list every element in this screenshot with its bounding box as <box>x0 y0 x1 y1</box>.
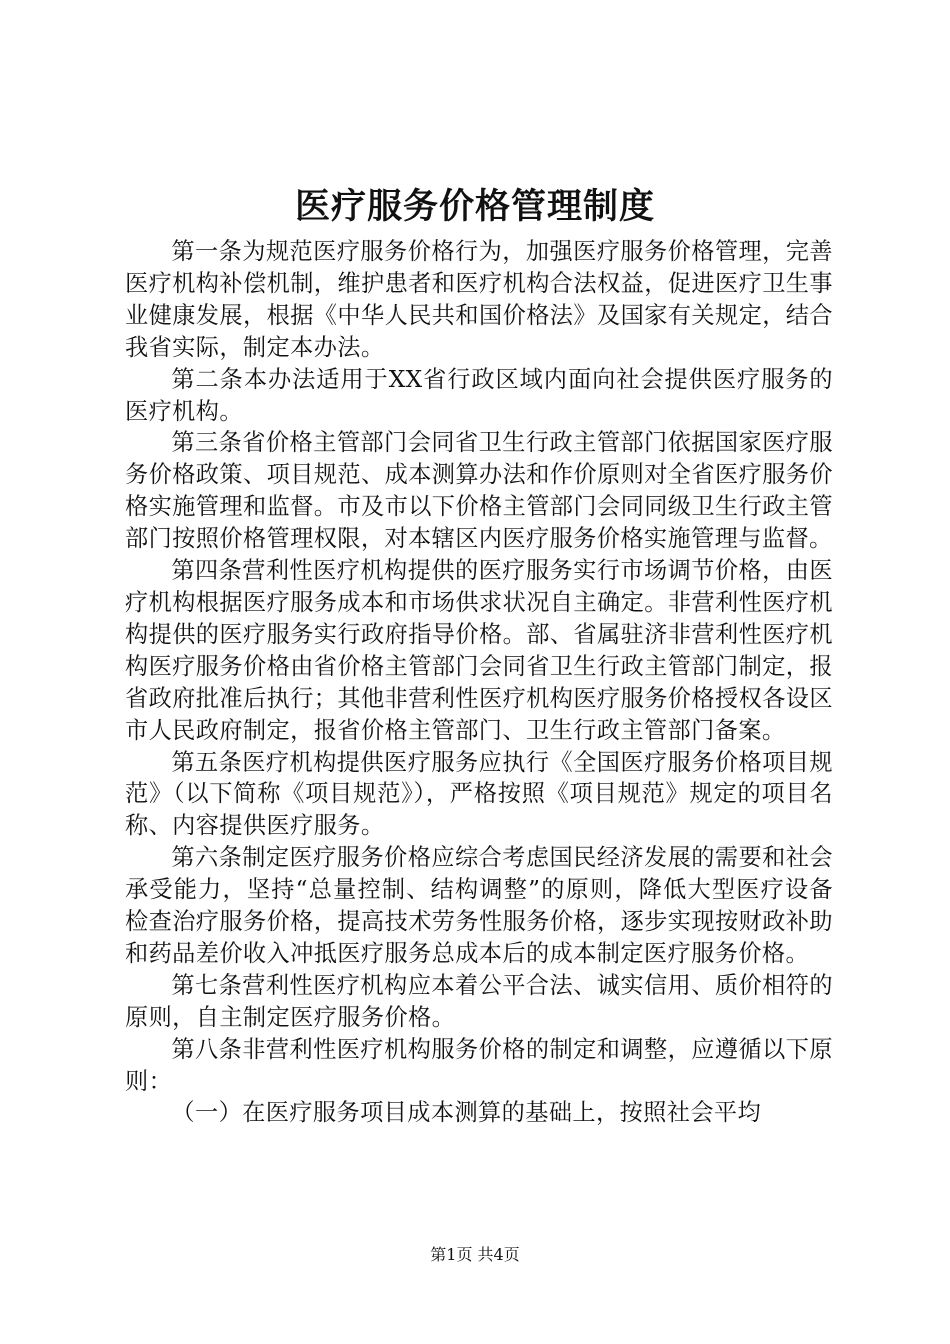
paragraph-article-3: 第三条省价格主管部门会同省卫生行政主管部门依据国家医疗服务价格政策、项目规范、成本测算办法和作价原则对全省医疗服务价格实施管理和监督。市及市以下价格主管部门会同同级卫生行政主管部门按照价格管理权限，对本辖区内医疗服务价格实施管理与监督。 <box>125 429 833 553</box>
paragraph-article-1: 第一条为规范医疗服务价格行为，加强医疗服务价格管理，完善医疗机构补偿机制，维护患者和医疗机构合法权益，促进医疗卫生事业健康发展，根据《中华人民共和国价格法》及国家有关规定，结合我省实际，制定本办法。 <box>125 238 833 361</box>
paragraph-article-7: 第七条营利性医疗机构应本着公平合法、诚实信用、质价相符的原则，自主制定医疗服务价格。 <box>125 971 833 1031</box>
paragraph-article-4: 第四条营利性医疗机构提供的医疗服务实行市场调节价格，由医疗机构根据医疗服务成本和市场供求状况自主确定。非营利性医疗机构提供的医疗服务实行政府指导价格。部、省属驻济非营利性医疗机构医疗服务价格由省价格主管部门会同省卫生行政主管部门制定，报省政府批准后执行；其他非营利性医疗机构医疗服务价格授权各设区市人民政府制定，报省价格主管部门、卫生行政主管部门备案。 <box>125 557 833 744</box>
page-footer <box>0 1244 950 1266</box>
paragraph-article-2: 第二条本办法适用于XX省行政区域内面向社会提供医疗服务的医疗机构。 <box>125 365 833 425</box>
paragraph-article-6: 第六条制定医疗服务价格应综合考虑国民经济发展的需要和社会承受能力，坚持“总量控制、结构调整”的原则，降低大型医疗设备检查治疗服务价格，提高技术劳务性服务价格，逐步实现按财政补助和药品差价收入冲抵医疗服务总成本后的成本制定医疗服务价格。 <box>125 844 833 967</box>
document-title: 医疗服务价格管理制度 <box>294 187 655 227</box>
paragraph-article-8: 第八条非营利性医疗机构服务价格的制定和调整，应遵循以下原则： <box>125 1035 833 1095</box>
document-body <box>125 236 833 1129</box>
paragraph-item-1: （一）在医疗服务项目成本测算的基础上，按照社会平均 <box>171 1099 762 1127</box>
paragraph-article-5: 第五条医疗机构提供医疗服务应执行《全国医疗服务价格项目规范》（以下简称《项目规范》），严格按照《项目规范》规定的项目名称、内容提供医疗服务。 <box>125 748 833 840</box>
page-number: 第1页 共4页 <box>430 1245 520 1264</box>
